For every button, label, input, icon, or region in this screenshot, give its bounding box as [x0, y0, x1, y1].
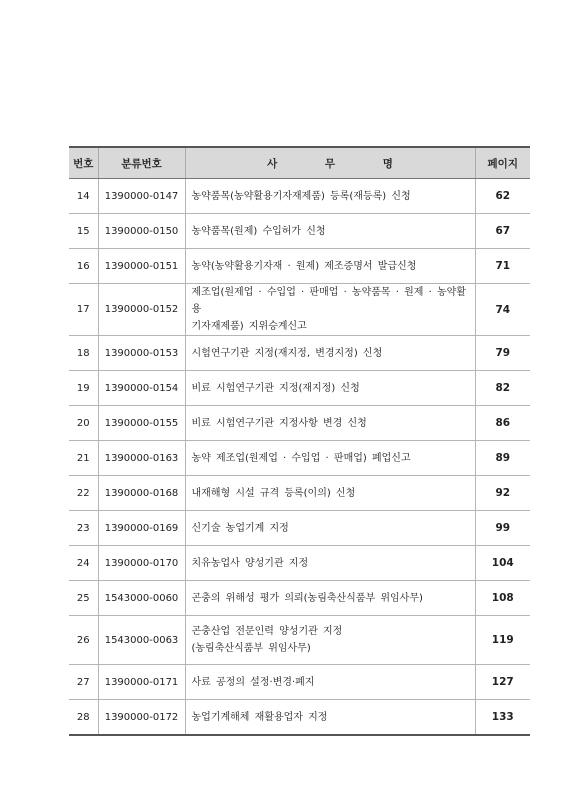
- service-name-line: 시험연구기관 지정(재지정, 변경지정) 신청: [191, 347, 383, 359]
- row-classification-code: 1390000-0155: [98, 406, 185, 441]
- row-service-name: [185, 179, 475, 214]
- row-classification-code: 1390000-0168: [98, 476, 185, 511]
- row-page-number: 119: [475, 616, 530, 665]
- row-number: 25: [69, 581, 98, 616]
- table-row: [69, 700, 530, 736]
- row-page-number: 86: [475, 406, 530, 441]
- header-service-name: [185, 147, 475, 179]
- row-service-name: [185, 371, 475, 406]
- row-number: 17: [69, 284, 98, 336]
- header-service-name-label: 사 무 명: [267, 157, 415, 170]
- row-classification-code: 1543000-0060: [98, 581, 185, 616]
- row-classification-code: 1390000-0147: [98, 179, 185, 214]
- service-name-line: 곤충의 위해성 평가 의뢰(농림축산식품부 위임사무): [191, 592, 423, 604]
- row-service-name: [185, 616, 475, 665]
- row-page-number: 79: [475, 336, 530, 371]
- row-classification-code: 1390000-0152: [98, 284, 185, 336]
- service-name-line: 치유농업사 양성기관 지정: [191, 557, 309, 569]
- row-service-name: [185, 476, 475, 511]
- table-row: [69, 581, 530, 616]
- header-classification-code: 분류번호: [98, 147, 185, 179]
- service-name-line: 신기술 농업기계 지정: [191, 522, 289, 534]
- row-number: 23: [69, 511, 98, 546]
- row-classification-code: 1390000-0172: [98, 700, 185, 736]
- table-row: [69, 371, 530, 406]
- row-number: 14: [69, 179, 98, 214]
- service-name-line: 비료 시험연구기관 지정사항 변경 신청: [191, 417, 367, 429]
- row-page-number: 67: [475, 214, 530, 249]
- service-name-line: 농업기계해체 재활용업자 지정: [191, 711, 328, 723]
- row-service-name: [185, 249, 475, 284]
- table-row: [69, 179, 530, 214]
- row-classification-code: 1390000-0153: [98, 336, 185, 371]
- row-number: 24: [69, 546, 98, 581]
- row-page-number: 108: [475, 581, 530, 616]
- row-number: 19: [69, 371, 98, 406]
- row-classification-code: 1543000-0063: [98, 616, 185, 665]
- row-page-number: 99: [475, 511, 530, 546]
- row-page-number: 127: [475, 665, 530, 700]
- row-number: 16: [69, 249, 98, 284]
- row-classification-code: 1390000-0150: [98, 214, 185, 249]
- table-row: [69, 214, 530, 249]
- row-service-name: [185, 406, 475, 441]
- row-classification-code: 1390000-0169: [98, 511, 185, 546]
- row-service-name: [185, 700, 475, 736]
- row-page-number: 133: [475, 700, 530, 736]
- table-row: [69, 284, 530, 336]
- table-row: [69, 665, 530, 700]
- service-name-line: 제조업(원제업 · 수입업 · 판매업 · 농약품목 · 원제 · 농약활용: [191, 287, 466, 315]
- row-service-name: [185, 665, 475, 700]
- table-row: [69, 511, 530, 546]
- row-service-name: [185, 441, 475, 476]
- row-number: 20: [69, 406, 98, 441]
- row-classification-code: 1390000-0151: [98, 249, 185, 284]
- row-service-name: [185, 511, 475, 546]
- header-page: 페이지: [475, 147, 530, 179]
- row-page-number: 89: [475, 441, 530, 476]
- service-name-line: 비료 시험연구기관 지정(재지정) 신청: [191, 382, 360, 394]
- row-classification-code: 1390000-0171: [98, 665, 185, 700]
- service-name-line: 농약품목(농약활용기자재제품) 등록(재등록) 신청: [191, 190, 411, 202]
- service-index-table: [69, 146, 530, 736]
- row-service-name: [185, 581, 475, 616]
- table-header-row: [69, 147, 530, 179]
- row-number: 26: [69, 616, 98, 665]
- table-row: [69, 441, 530, 476]
- row-service-name: [185, 336, 475, 371]
- row-page-number: 74: [475, 284, 530, 336]
- row-service-name: [185, 546, 475, 581]
- service-name-line: 농약(농약활용기자재 · 원제) 제조증명서 발급신청: [191, 260, 417, 272]
- row-number: 21: [69, 441, 98, 476]
- table-row: [69, 616, 530, 665]
- row-page-number: 82: [475, 371, 530, 406]
- row-classification-code: 1390000-0163: [98, 441, 185, 476]
- row-service-name: [185, 284, 475, 336]
- header-number: 번호: [69, 147, 98, 179]
- service-name-line: 기자재제품) 지위승계신고: [191, 321, 307, 332]
- service-name-line: (농림축산식품부 위임사무): [191, 643, 311, 654]
- table-row: [69, 476, 530, 511]
- service-name-line: 곤충산업 전문인력 양성기관 지정: [191, 626, 343, 637]
- row-service-name: [185, 214, 475, 249]
- row-classification-code: 1390000-0170: [98, 546, 185, 581]
- table-row: [69, 406, 530, 441]
- row-number: 22: [69, 476, 98, 511]
- row-number: 27: [69, 665, 98, 700]
- row-number: 28: [69, 700, 98, 736]
- row-number: 18: [69, 336, 98, 371]
- service-name-line: 내재해형 시설 규격 등록(이의) 신청: [191, 487, 356, 499]
- table-row: [69, 249, 530, 284]
- service-name-line: 농약품목(원제) 수입허가 신청: [191, 225, 326, 237]
- service-name-line: 농약 제조업(원제업 · 수입업 · 판매업) 폐업신고: [191, 452, 411, 464]
- row-page-number: 71: [475, 249, 530, 284]
- row-page-number: 62: [475, 179, 530, 214]
- row-page-number: 92: [475, 476, 530, 511]
- row-classification-code: 1390000-0154: [98, 371, 185, 406]
- service-name-line: 사료 공정의 설정·변경·폐지: [191, 676, 315, 688]
- row-number: 15: [69, 214, 98, 249]
- table-row: [69, 546, 530, 581]
- table-row: [69, 336, 530, 371]
- row-page-number: 104: [475, 546, 530, 581]
